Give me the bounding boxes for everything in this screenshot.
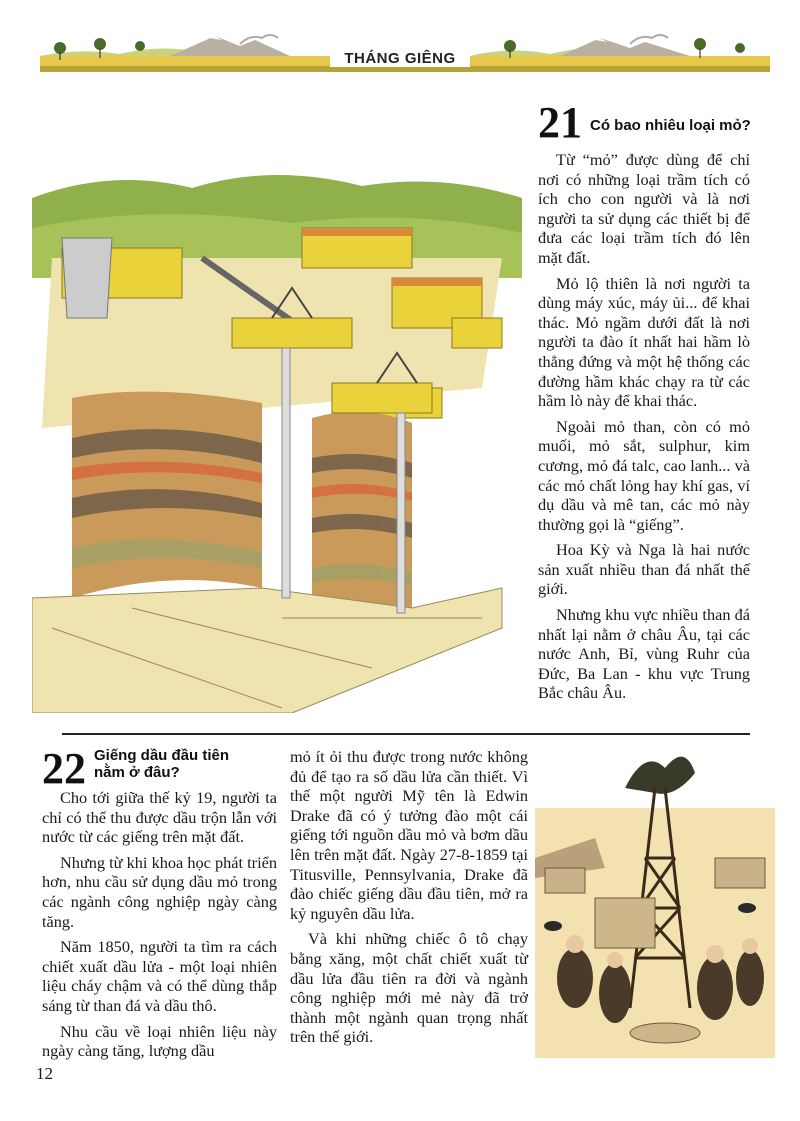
section-21-title: Có bao nhiêu loại mỏ? [590,117,751,134]
paragraph: Nhưng khu vực nhiều than đá nhất lại nằm ở châu Âu, tại các nước Anh, Bỉ, vùng Ruhr của Đức, Ba Lan - khu vực Trung Bắc châu Âu. [538,605,750,703]
page-number: 12 [36,1064,53,1083]
paragraph: Mỏ lộ thiên là nơi người ta dùng máy xúc, máy ủi... để khai thác. Mỏ ngầm dưới đất là nơi người ta đào ít nhất hai hầm lò thẳng đứng và một hệ thống các đường hầm khác chạy ra từ các hầm lò này để khai thác. [538,273,750,411]
paragraph: Nhưng từ khi khoa học phát triển hơn, nhu cầu sử dụng dầu mỏ trong các ngành công nghiệp ngày càng tăng. [42,852,277,931]
section-22-title-line1: Giếng dầu đầu tiên [94,747,230,764]
paragraph: Nhu cầu về loại nhiên liệu này ngày càng tăng, lượng dầu [42,1021,277,1061]
paragraph: Từ “mỏ” được dùng để chỉ nơi có những loại trầm tích có ích cho con người và là nơi người ta sử dụng các thiết bị để đưa các loại trầm tích đó lên mặt đất. [538,150,750,267]
section-21-heading [538,98,751,147]
paragraph: Ngoài mỏ than, còn có mỏ muối, mỏ sắt, sulphur, kim cương, mỏ đá talc, cao lanh... và các mỏ chất lỏng hay khí gas, ví dụ dầu và mê tan, các mỏ này thường gọi là “giếng”. [538,416,750,534]
section-21-body [538,150,750,709]
section-21-number: 21 [538,98,582,147]
section-22-column-2 [290,747,528,1053]
section-22-title-line2: nằm ở đâu? [94,764,180,781]
section-22-title [94,747,229,781]
section-divider [62,733,750,735]
section-22-column-1 [42,788,277,1067]
section-22-number: 22 [42,744,86,793]
paragraph: Và khi những chiếc ô tô chạy bằng xăng, một chất chiết xuất từ dầu lửa đầu tiên ra đời và ngành công nghiệp mới mẻ này đã trở thành một ngành quan trọng nhất trên thế giới. [290,929,528,1047]
oil-well-illustration [535,748,775,1058]
paragraph: mỏ ít ỏi thu được trong nước không đủ để tạo ra số dầu lửa cần thiết. Vì thế một người Mỹ tên là Edwin Drake đã có ý tưởng đào một cái giếng tới nguồn dầu mỏ và bơm dầu lên trên mặt đất. Ngày 27-8-1859 tại Titusville, Pennsylvania, Drake đã đào chiếc giếng dầu đầu tiên, mở ra kỷ nguyên dầu lửa. [290,747,528,923]
mine-cross-section-illustration [32,168,522,713]
paragraph: Cho tới giữa thế kỷ 19, người ta chỉ có thể thu được dầu trộn lẫn với nước từ các giếng trên mặt đất. [42,788,277,847]
paragraph: Năm 1850, người ta tìm ra cách chiết xuất dầu lửa - một loại nhiên liệu cháy chậm và có thể dùng thắp sáng từ than đá và dầu thô. [42,937,277,1015]
section-22-heading [42,744,230,793]
paragraph: Hoa Kỳ và Nga là hai nước sản xuất nhiều than đá nhất thế giới. [538,540,750,599]
header-title: THÁNG GIÊNG [330,50,470,67]
